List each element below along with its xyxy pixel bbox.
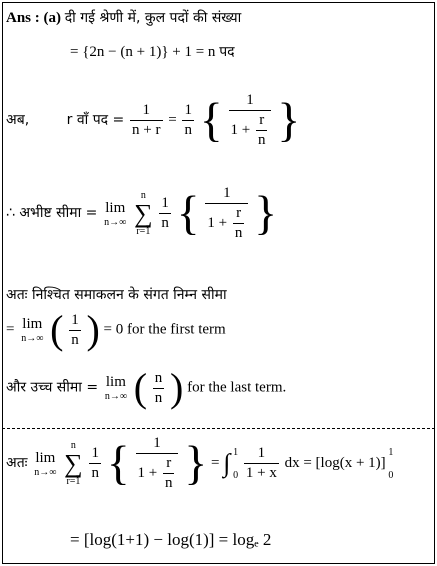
required-limit-equation <box>6 185 277 242</box>
rth-term-equation: अब, r वाँ पद = $\frac{1}{n + r}$ = $\frac{1}{n}$ { 1 1 + $\frac{r}{n}$ } <box>6 92 301 148</box>
fraction-n-over-n: $\frac{n}{n}$ <box>154 369 163 406</box>
right-brace: } <box>254 186 278 240</box>
answer-intro-text: दी गई श्रेणी में, कुल पदों की संख्या <box>64 10 242 26</box>
right-brace: } <box>184 436 208 490</box>
fraction-1-over-n-plus-r: $\frac{1}{n + r}$ <box>132 102 161 138</box>
final-integral-equation: अतः lim n→∞ n ∑ r=1 $\frac{1}{n}$ { 1 1 + $\frac{r}{n}$ } = ∫ 1 0 $\frac{1}{1 + x}$ dx = [log(x + 1)] 1 0 <box>6 435 394 491</box>
final-prefix: अतः <box>6 454 28 471</box>
fraction-1-over-n: $\frac{1}{n}$ <box>161 195 169 231</box>
rth-term-prefix: अब, <box>6 111 30 128</box>
integral-limits: 1 0 <box>233 446 239 481</box>
fraction-1-over-n: $\frac{1}{n}$ <box>71 311 79 348</box>
lower-limit-equation: = lim n→∞ ( $\frac{1}{n}$ ) = 0 for the first term <box>6 307 226 352</box>
antiderivative: dx = [log(x + 1)] <box>284 454 386 471</box>
limit-operator: lim n→∞ <box>21 316 44 344</box>
upper-limit-prefix: और उच्च सीमा = <box>6 379 99 396</box>
left-brace: { <box>106 436 130 490</box>
rth-term-label: r वाँ पद = <box>66 111 125 128</box>
term-count-equation <box>70 42 235 61</box>
fraction-1-over-1-plus-r-over-n: 1 1 + $\frac{r}{n}$ <box>205 185 248 242</box>
upper-limit-equation: और उच्च सीमा = lim n→∞ ( $\frac{n}{n}$ ) for the last term. <box>6 365 287 410</box>
limit-operator: lim n→∞ <box>104 374 127 402</box>
left-brace: { <box>199 93 223 147</box>
fraction-1-over-n: $\frac{1}{n}$ <box>91 445 99 481</box>
left-brace: { <box>176 186 200 240</box>
term-count-expression: = {2n − (n + 1)} + 1 = n <box>70 44 216 60</box>
section-divider <box>2 428 435 429</box>
answer-heading <box>6 8 241 27</box>
limit-operator: lim n→∞ <box>34 449 57 478</box>
limit-operator: lim n→∞ <box>104 199 127 228</box>
fraction-1-over-1-plus-x: $\frac{1}{1 + x}$ <box>245 445 277 481</box>
right-brace: } <box>277 93 301 147</box>
fraction-1-over-1-plus-r-over-n: 1 1 + $\frac{r}{n}$ <box>136 435 179 492</box>
integral-sign: ∫ <box>223 448 231 478</box>
term-count-unit: पद <box>219 44 235 60</box>
summation-operator: n ∑ r=1 <box>64 439 83 487</box>
upper-limit-result: for the last term. <box>187 379 287 396</box>
summation-operator: n ∑ r=1 <box>134 189 153 237</box>
fraction-1-over-n: $\frac{1}{n}$ <box>184 102 192 138</box>
final-result: = [log(1+1) − log(1)] = logₑ 2 <box>70 530 272 549</box>
answer-label: Ans : (a) <box>6 10 61 26</box>
fraction-1-over-1-plus-r-over-n: 1 1 + $\frac{r}{n}$ <box>229 92 272 149</box>
required-limit-prefix: ∴ अभीष्ट सीमा = <box>6 204 98 221</box>
integral-limit-note: अतः निश्चित समाकलन के संगत निम्न सीमा <box>6 287 227 303</box>
evaluation-limits: 1 0 <box>388 446 394 481</box>
lower-limit-result: = 0 for the first term <box>103 321 226 338</box>
